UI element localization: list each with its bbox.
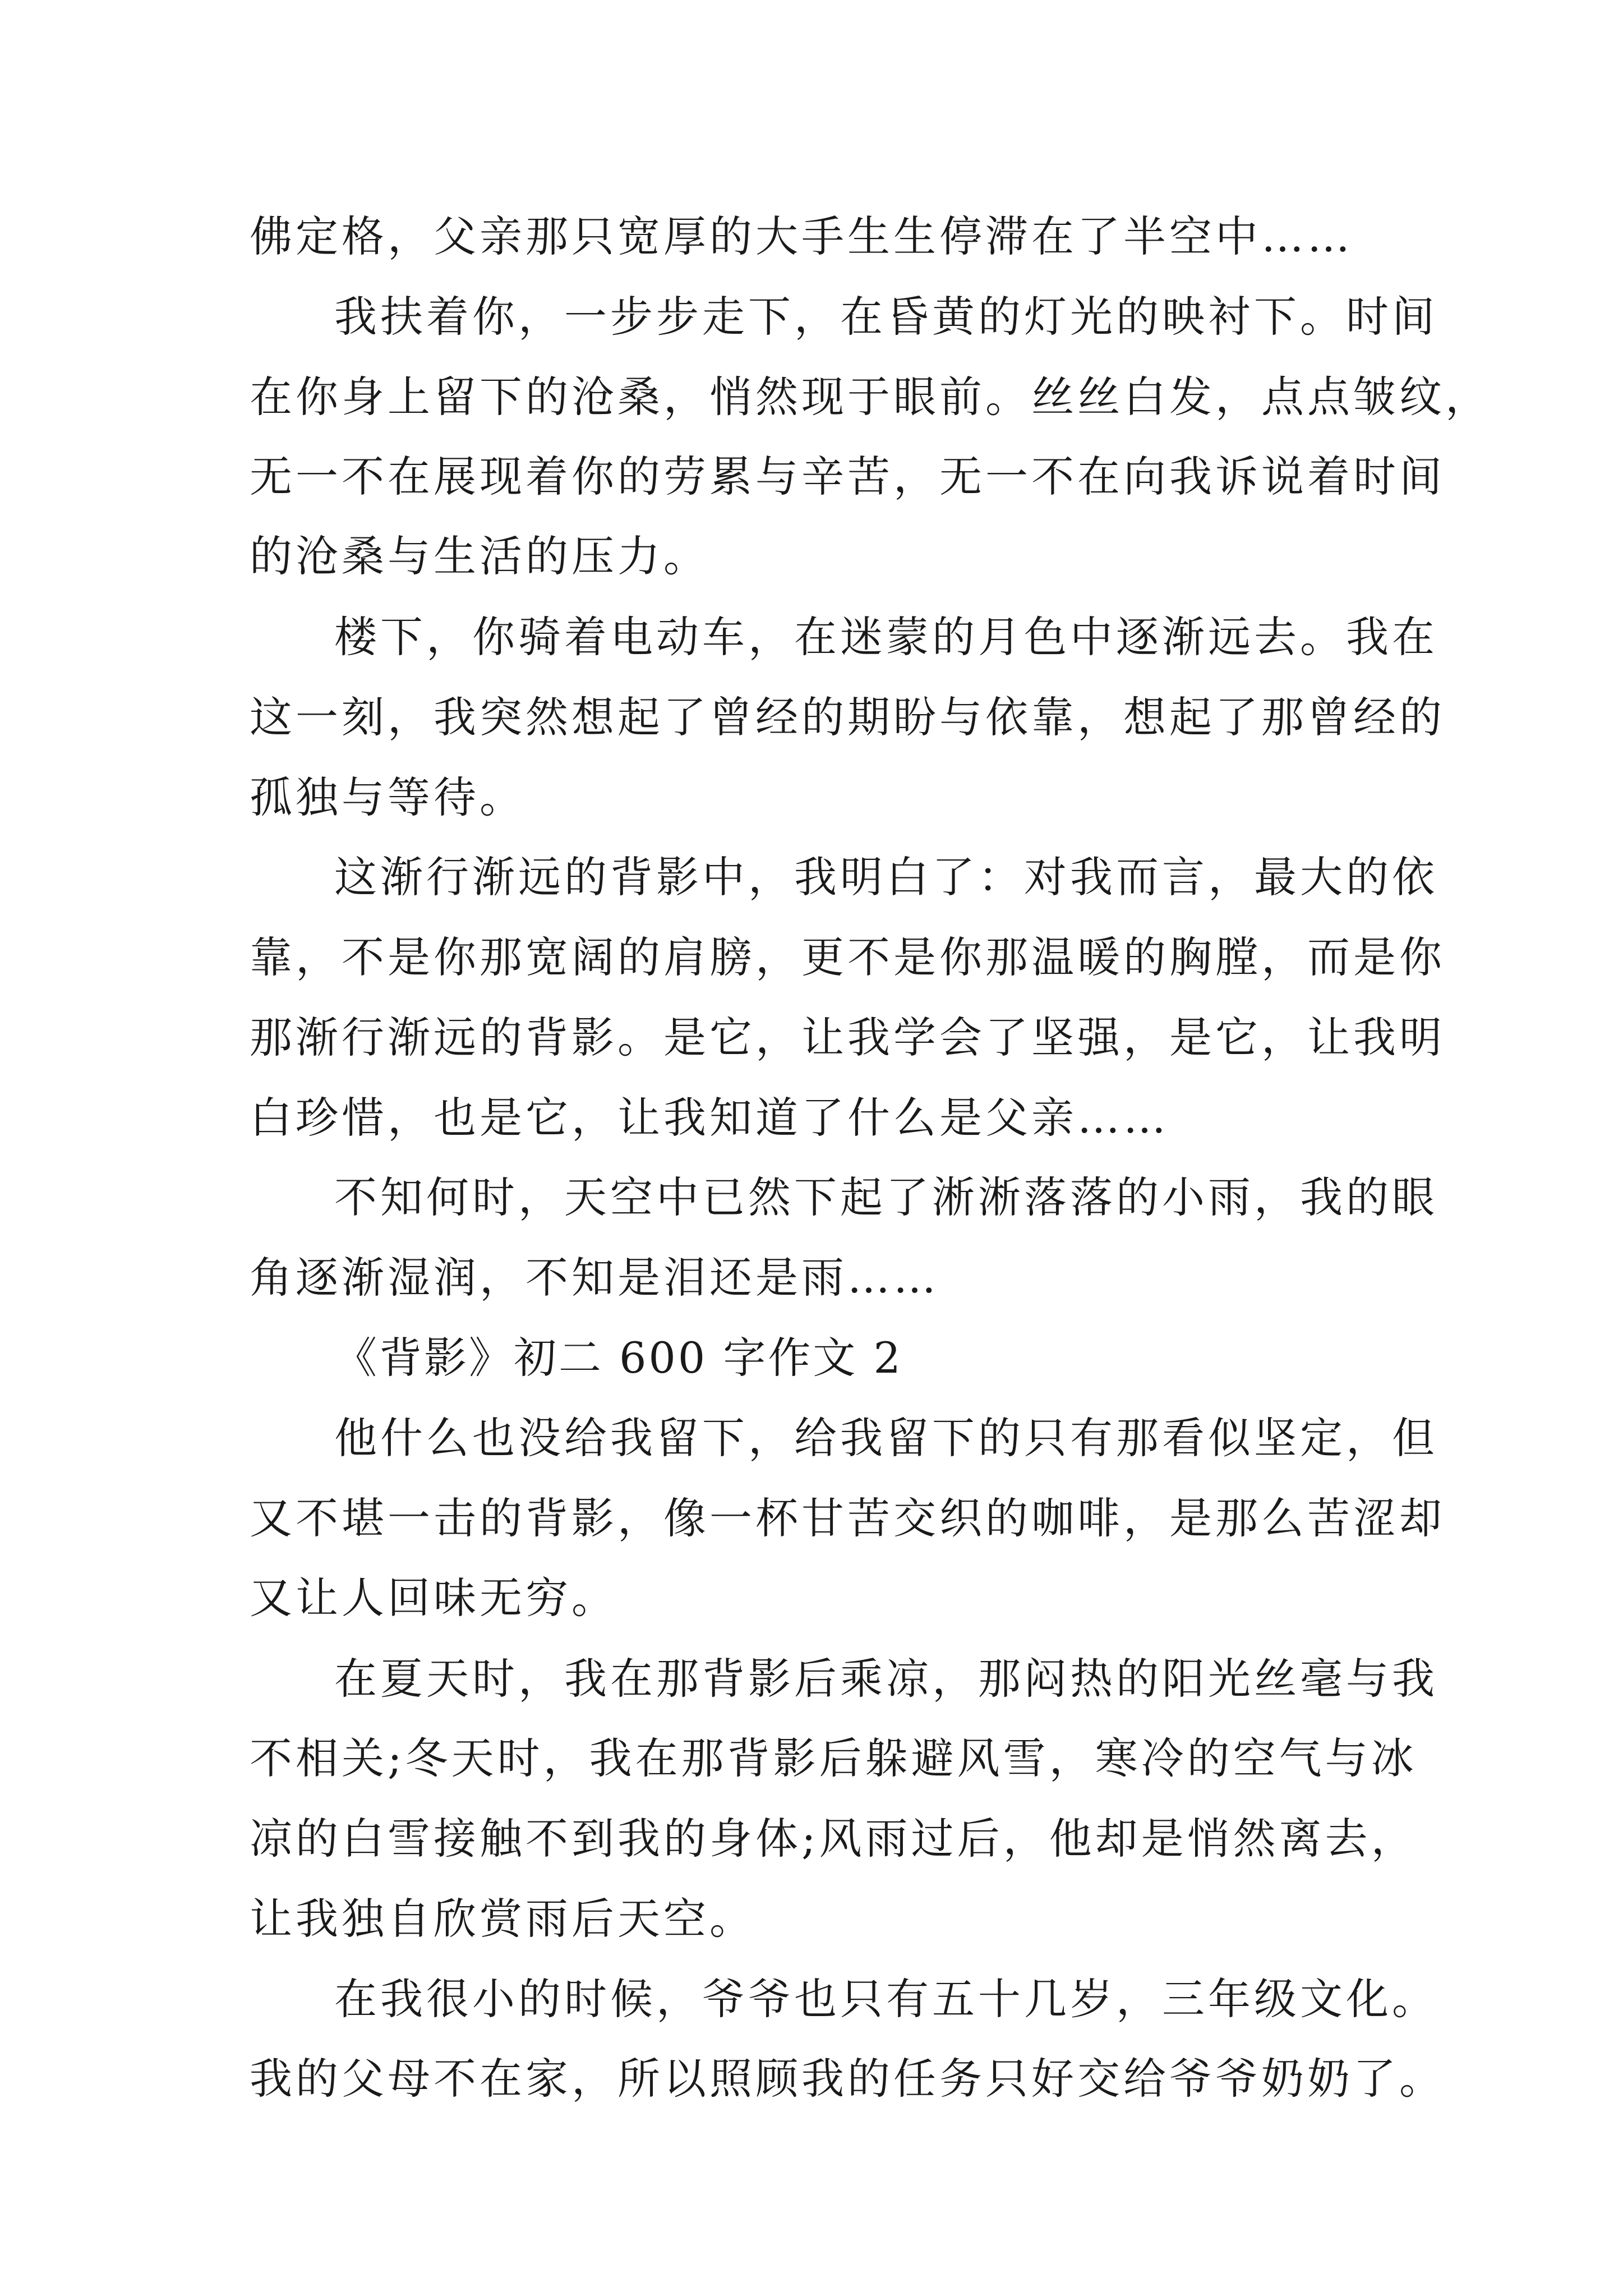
text-line: 不知何时，天空中已然下起了淅淅落落的小雨，我的眼 (334, 1172, 1438, 1222)
text-line: 又让人回味无穷。 (250, 1573, 617, 1623)
text-line: 无一不在展现着你的劳累与辛苦，无一不在向我诉说着时间 (250, 452, 1445, 501)
text-line: 角逐渐湿润，不知是泪还是雨…… (250, 1253, 939, 1303)
text-line: 在我很小的时候，爷爷也只有五十几岁，三年级文化。 (334, 1974, 1438, 2024)
text-line: 这一刻，我突然想起了曾经的期盼与依靠，想起了那曾经的 (250, 692, 1445, 742)
text-line: 在你身上留下的沧桑，悄然现于眼前。丝丝白发，点点皱纹， (250, 372, 1491, 422)
text-line: 我的父母不在家，所以照顾我的任务只好交给爷爷奶奶了。 (250, 2054, 1445, 2104)
text-line: 又不堪一击的背影，像一杯甘苦交织的咖啡，是那么苦涩却 (250, 1493, 1445, 1543)
text-line: 这渐行渐远的背影中，我明白了：对我而言，最大的依 (334, 852, 1438, 902)
text-line: 孤独与等待。 (250, 772, 525, 822)
text-line: 不相关;冬天时，我在那背影后躲避风雪，寒冷的空气与冰 (250, 1733, 1417, 1783)
text-line: 凉的白雪接触不到我的身体;风雨过后，他却是悄然离去， (250, 1814, 1417, 1864)
text-line: 的沧桑与生活的压力。 (250, 531, 709, 581)
text-line: 白珍惜，也是它，让我知道了什么是父亲…… (250, 1093, 1169, 1143)
text-line: 让我独自欣赏雨后天空。 (250, 1894, 755, 1944)
text-line: 佛定格，父亲那只宽厚的大手生生停滞在了半空中…… (250, 211, 1353, 261)
text-line: 靠，不是你那宽阔的肩膀，更不是你那温暖的胸膛，而是你 (250, 932, 1445, 982)
section-heading: 《背影》初二 600 字作文 2 (334, 1333, 903, 1383)
text-line: 在夏天时，我在那背影后乘凉，那闷热的阳光丝毫与我 (334, 1654, 1438, 1704)
text-line: 那渐行渐远的背影。是它，让我学会了坚强，是它，让我明 (250, 1013, 1445, 1062)
text-line: 我扶着你，一步步走下，在昏黄的灯光的映衬下。时间 (334, 292, 1438, 342)
text-line: 他什么也没给我留下，给我留下的只有那看似坚定，但 (334, 1413, 1438, 1463)
text-line: 楼下，你骑着电动车，在迷蒙的月色中逐渐远去。我在 (334, 612, 1438, 662)
